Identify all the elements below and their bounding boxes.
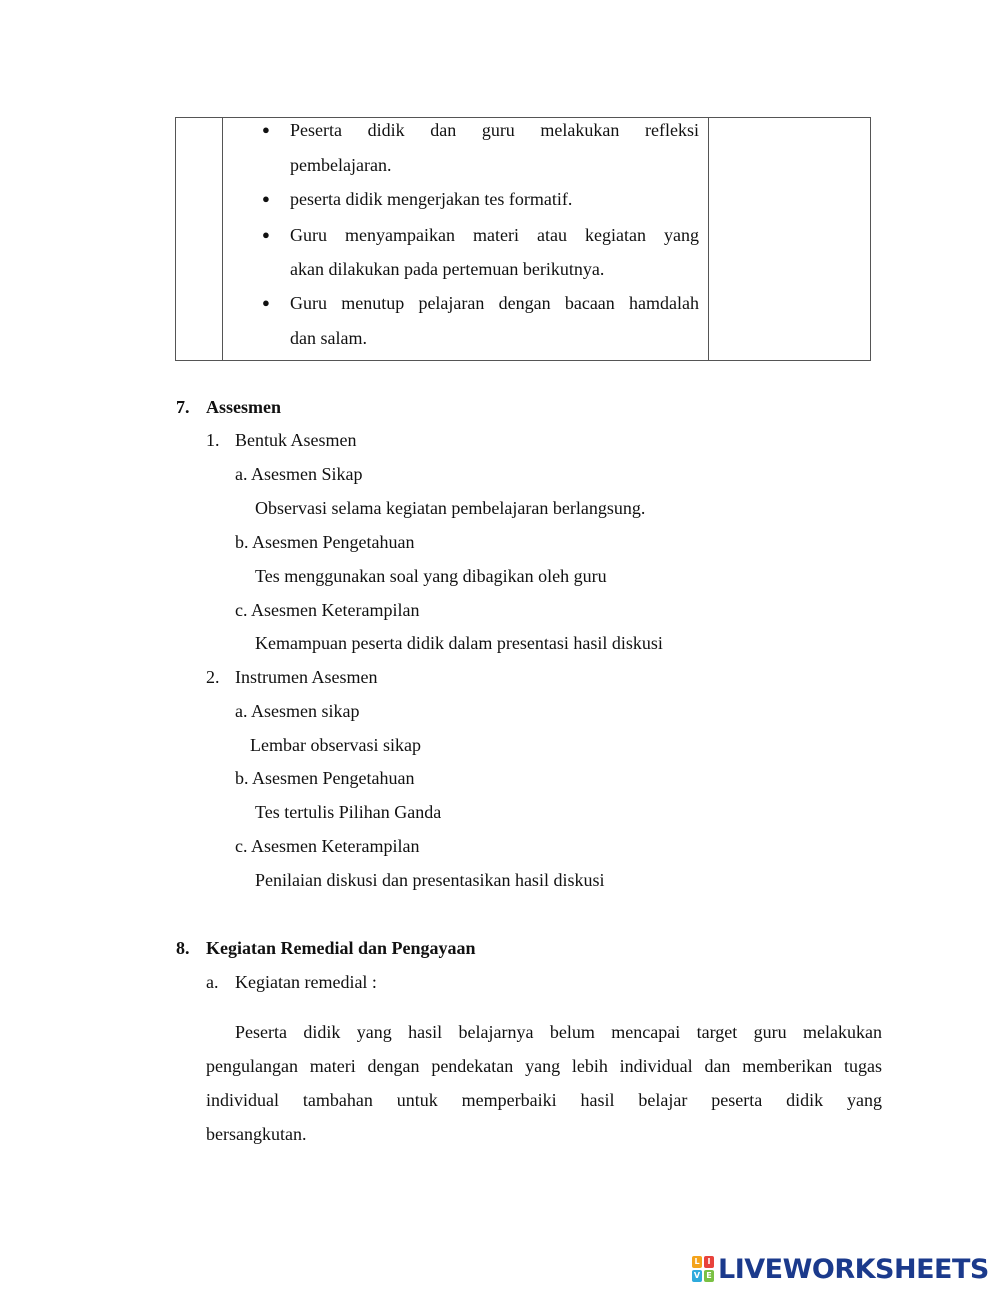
sub-item-label: a. Asesmen sikap bbox=[235, 701, 360, 721]
logo-mark-tile: V bbox=[693, 1271, 701, 1280]
paragraph-line: Peserta didik yang hasil belajarnya belum mencapai target guru melakukan bbox=[235, 1022, 882, 1042]
list-letter: a. bbox=[206, 972, 219, 992]
table-bullet-line: peserta didik mengerjakan tes formatif. bbox=[290, 189, 573, 209]
bullet-icon: ● bbox=[262, 227, 270, 242]
list-number: 1. bbox=[206, 430, 220, 450]
section-title: Assesmen bbox=[206, 397, 281, 417]
liveworksheets-logo bbox=[692, 1254, 989, 1284]
sub-item-label: c. Asesmen Keterampilan bbox=[235, 836, 420, 856]
table-bullet-line: Guru menyampaikan materi atau kegiatan yang bbox=[290, 225, 699, 245]
sub-item-label: b. Asesmen Pengetahuan bbox=[235, 532, 415, 552]
sub-item-desc: Kemampuan peserta didik dalam presentasi hasil diskusi bbox=[255, 633, 663, 653]
sub-item-desc: Lembar observasi sikap bbox=[250, 735, 421, 755]
sub-item-label: a. Asesmen Sikap bbox=[235, 464, 363, 484]
sub-item-desc: Tes tertulis Pilihan Ganda bbox=[255, 802, 442, 822]
sub-item-desc: Observasi selama kegiatan pembelajaran berlangsung. bbox=[255, 498, 646, 518]
table-bullet-line: Peserta didik dan guru melakukan refleksi bbox=[290, 120, 699, 140]
section-number: 8. bbox=[176, 938, 190, 958]
list-number: 2. bbox=[206, 667, 220, 687]
table-column-divider bbox=[222, 118, 223, 360]
list-item-label: Bentuk Asesmen bbox=[235, 430, 357, 450]
table-bullet-line: pembelajaran. bbox=[290, 155, 392, 175]
bullet-icon: ● bbox=[262, 122, 270, 137]
paragraph-line: bersangkutan. bbox=[206, 1124, 307, 1144]
table-column-divider bbox=[708, 118, 709, 360]
paragraph-line: pengulangan materi dengan pendekatan yang lebih individual dan memberikan tugas bbox=[206, 1056, 882, 1076]
section-number: 7. bbox=[176, 397, 190, 417]
table-bullet-line: akan dilakukan pada pertemuan berikutnya. bbox=[290, 259, 605, 279]
bullet-icon: ● bbox=[262, 295, 270, 310]
logo-mark-tile: I bbox=[704, 1256, 714, 1268]
section-title: Kegiatan Remedial dan Pengayaan bbox=[206, 938, 476, 958]
sub-item-desc: Tes menggunakan soal yang dibagikan oleh guru bbox=[255, 566, 607, 586]
list-item-label: Kegiatan remedial : bbox=[235, 972, 377, 992]
table-bullet-line: dan salam. bbox=[290, 328, 367, 348]
list-item-label: Instrumen Asesmen bbox=[235, 667, 378, 687]
bullet-icon: ● bbox=[262, 191, 270, 206]
sub-item-label: b. Asesmen Pengetahuan bbox=[235, 768, 415, 788]
logo-mark-tile: E bbox=[704, 1270, 714, 1282]
paragraph-line: individual tambahan untuk memperbaiki hasil belajar peserta didik yang bbox=[206, 1090, 882, 1110]
sub-item-label: c. Asesmen Keterampilan bbox=[235, 600, 420, 620]
logo-mark-tile: L bbox=[692, 1256, 702, 1268]
logo-mark-icon bbox=[692, 1256, 714, 1282]
table-bullet-line: Guru menutup pelajaran dengan bacaan hamdalah bbox=[290, 293, 699, 313]
sub-item-desc: Penilaian diskusi dan presentasikan hasil diskusi bbox=[255, 870, 605, 890]
logo-text: LIVEWORKSHEETS bbox=[718, 1253, 989, 1285]
